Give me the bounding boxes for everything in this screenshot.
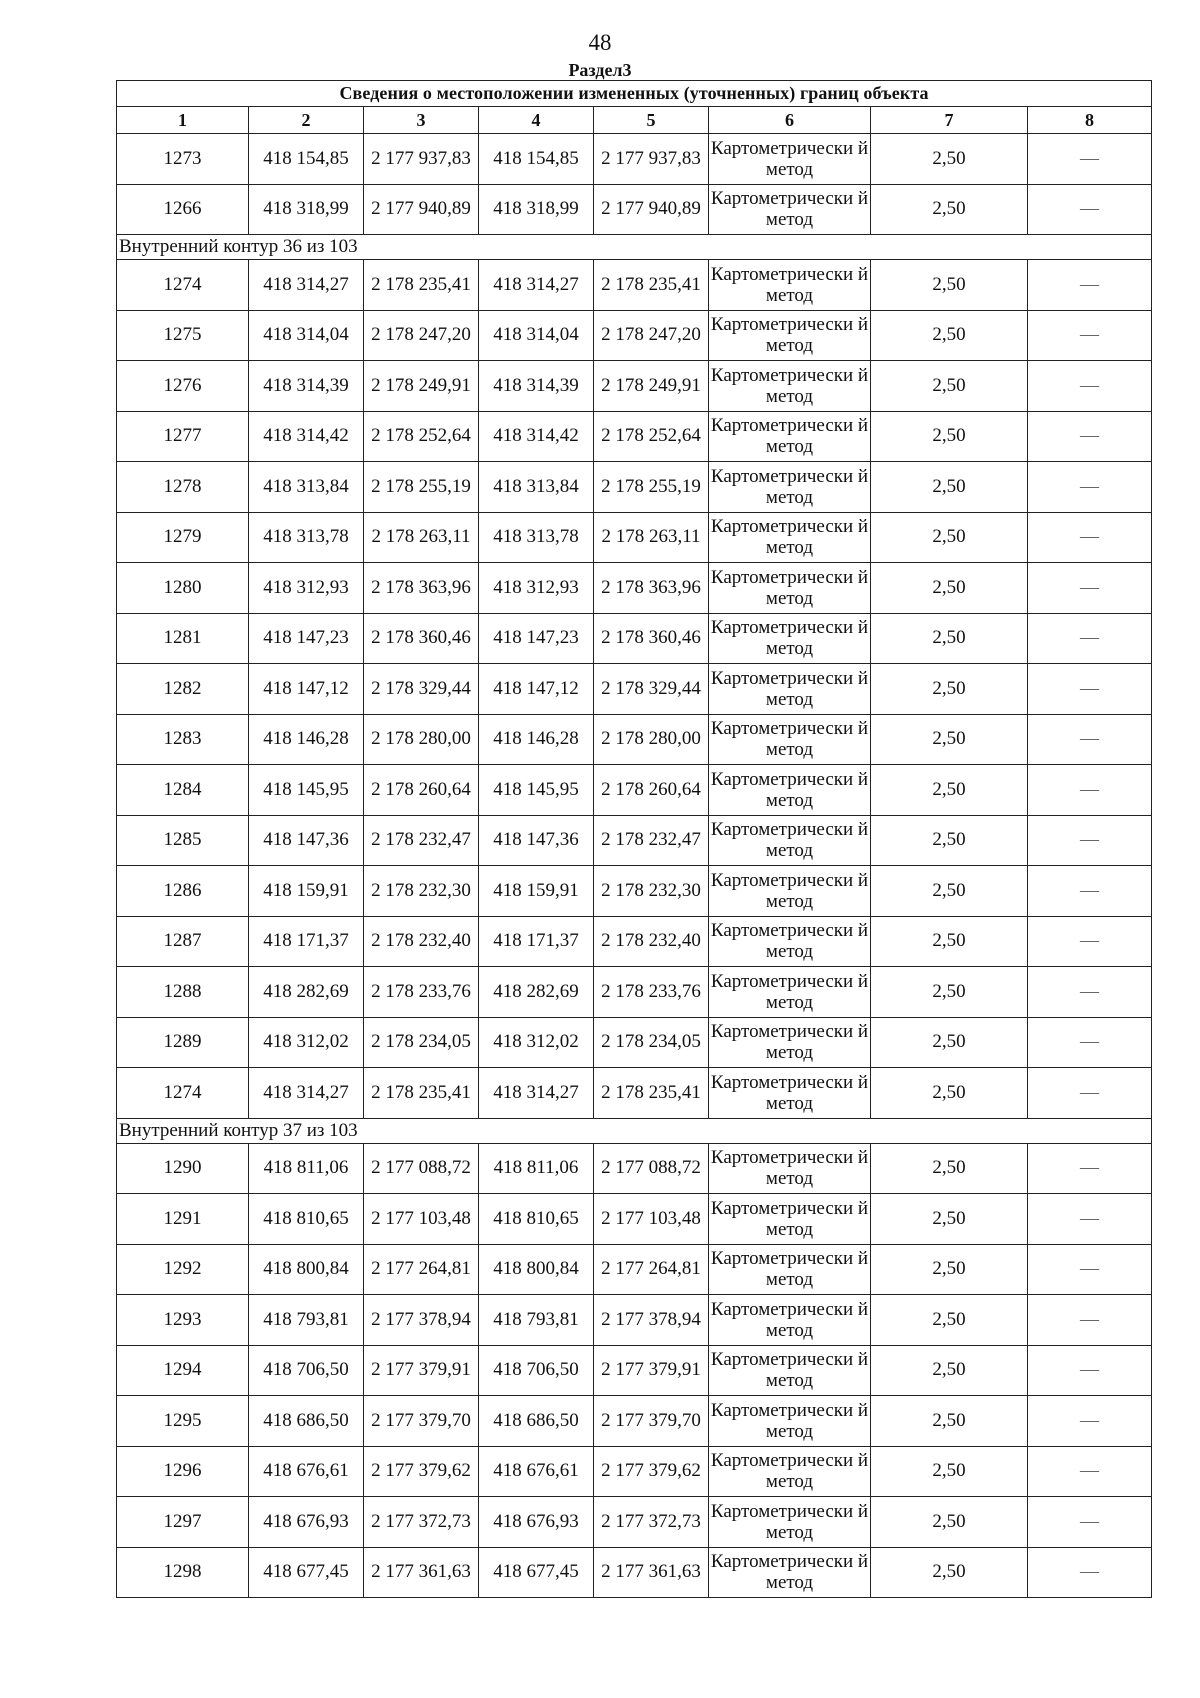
x-existing-cell: 418 314,39 [249, 361, 364, 412]
y-existing-cell: 2 178 255,19 [364, 462, 479, 513]
y-existing-cell: 2 178 360,46 [364, 613, 479, 664]
x-refined-cell: 418 318,99 [479, 184, 594, 235]
table-row [117, 1396, 1152, 1447]
x-refined-cell: 418 159,91 [479, 866, 594, 917]
description-cell: — [1028, 1295, 1152, 1346]
table-row [117, 866, 1152, 917]
x-existing-cell: 418 676,93 [249, 1497, 364, 1548]
point-number-cell: 1283 [117, 714, 249, 765]
description-cell: — [1028, 1068, 1152, 1119]
x-refined-cell: 418 313,78 [479, 512, 594, 563]
x-refined-cell: 418 314,39 [479, 361, 594, 412]
table-row [117, 714, 1152, 765]
method-cell: Картометрически й метод [709, 1446, 871, 1497]
method-cell: Картометрически й метод [709, 134, 871, 185]
x-refined-cell: 418 312,93 [479, 563, 594, 614]
accuracy-cell: 2,50 [871, 462, 1028, 513]
x-existing-cell: 418 676,61 [249, 1446, 364, 1497]
method-cell: Картометрически й метод [709, 462, 871, 513]
description-cell: — [1028, 1547, 1152, 1598]
table-row [117, 1194, 1152, 1245]
x-refined-cell: 418 147,12 [479, 664, 594, 715]
accuracy-cell: 2,50 [871, 184, 1028, 235]
y-refined-cell: 2 177 379,62 [594, 1446, 709, 1497]
method-cell: Картометрически й метод [709, 512, 871, 563]
method-cell: Картометрически й метод [709, 765, 871, 816]
x-existing-cell: 418 312,02 [249, 1017, 364, 1068]
column-number: 7 [871, 107, 1028, 134]
accuracy-cell: 2,50 [871, 563, 1028, 614]
contour-heading-row [117, 1118, 1152, 1143]
x-existing-cell: 418 314,42 [249, 411, 364, 462]
description-cell: — [1028, 1345, 1152, 1396]
table-row [117, 1497, 1152, 1548]
accuracy-cell: 2,50 [871, 866, 1028, 917]
y-refined-cell: 2 178 232,30 [594, 866, 709, 917]
accuracy-cell: 2,50 [871, 815, 1028, 866]
method-cell: Картометрически й метод [709, 613, 871, 664]
y-refined-cell: 2 178 233,76 [594, 967, 709, 1018]
y-refined-cell: 2 177 940,89 [594, 184, 709, 235]
description-cell: — [1028, 1497, 1152, 1548]
y-refined-cell: 2 177 378,94 [594, 1295, 709, 1346]
x-existing-cell: 418 706,50 [249, 1345, 364, 1396]
accuracy-cell: 2,50 [871, 134, 1028, 185]
table-row [117, 512, 1152, 563]
description-cell: — [1028, 1194, 1152, 1245]
table-row [117, 462, 1152, 513]
method-cell: Картометрически й метод [709, 411, 871, 462]
point-number-cell: 1273 [117, 134, 249, 185]
column-number: 2 [249, 107, 364, 134]
point-number-cell: 1289 [117, 1017, 249, 1068]
point-number-cell: 1276 [117, 361, 249, 412]
y-refined-cell: 2 177 372,73 [594, 1497, 709, 1548]
point-number-cell: 1274 [117, 1068, 249, 1119]
x-refined-cell: 418 706,50 [479, 1345, 594, 1396]
accuracy-cell: 2,50 [871, 260, 1028, 311]
x-existing-cell: 418 677,45 [249, 1547, 364, 1598]
x-refined-cell: 418 154,85 [479, 134, 594, 185]
y-existing-cell: 2 178 263,11 [364, 512, 479, 563]
table-row [117, 310, 1152, 361]
accuracy-cell: 2,50 [871, 1068, 1028, 1119]
x-existing-cell: 418 145,95 [249, 765, 364, 816]
y-existing-cell: 2 177 940,89 [364, 184, 479, 235]
x-existing-cell: 418 314,27 [249, 1068, 364, 1119]
table-row [117, 664, 1152, 715]
boundary-coordinates-table [116, 80, 1152, 1598]
y-refined-cell: 2 178 360,46 [594, 613, 709, 664]
accuracy-cell: 2,50 [871, 1547, 1028, 1598]
y-existing-cell: 2 177 264,81 [364, 1244, 479, 1295]
y-refined-cell: 2 177 379,70 [594, 1396, 709, 1447]
point-number-cell: 1266 [117, 184, 249, 235]
y-refined-cell: 2 178 235,41 [594, 1068, 709, 1119]
y-existing-cell: 2 178 232,30 [364, 866, 479, 917]
point-number-cell: 1274 [117, 260, 249, 311]
point-number-cell: 1279 [117, 512, 249, 563]
point-number-cell: 1278 [117, 462, 249, 513]
table-row [117, 1345, 1152, 1396]
y-existing-cell: 2 178 232,40 [364, 916, 479, 967]
contour-heading: Внутренний контур 37 из 103 [117, 1118, 1152, 1143]
point-number-cell: 1290 [117, 1143, 249, 1194]
point-number-cell: 1293 [117, 1295, 249, 1346]
accuracy-cell: 2,50 [871, 1143, 1028, 1194]
accuracy-cell: 2,50 [871, 1295, 1028, 1346]
y-existing-cell: 2 178 260,64 [364, 765, 479, 816]
table-row [117, 563, 1152, 614]
description-cell: — [1028, 1446, 1152, 1497]
accuracy-cell: 2,50 [871, 1244, 1028, 1295]
x-existing-cell: 418 147,12 [249, 664, 364, 715]
accuracy-cell: 2,50 [871, 310, 1028, 361]
x-existing-cell: 418 314,27 [249, 260, 364, 311]
x-existing-cell: 418 800,84 [249, 1244, 364, 1295]
table-body [117, 134, 1152, 1598]
table-row [117, 411, 1152, 462]
method-cell: Картометрически й метод [709, 1068, 871, 1119]
x-refined-cell: 418 146,28 [479, 714, 594, 765]
description-cell: — [1028, 411, 1152, 462]
y-existing-cell: 2 178 252,64 [364, 411, 479, 462]
point-number-cell: 1280 [117, 563, 249, 614]
x-existing-cell: 418 147,23 [249, 613, 364, 664]
contour-heading: Внутренний контур 36 из 103 [117, 235, 1152, 260]
y-existing-cell: 2 177 378,94 [364, 1295, 479, 1346]
table-row [117, 967, 1152, 1018]
table-title-row [117, 81, 1152, 107]
y-existing-cell: 2 177 379,70 [364, 1396, 479, 1447]
method-cell: Картометрически й метод [709, 1143, 871, 1194]
table-row [117, 134, 1152, 185]
table-row [117, 1017, 1152, 1068]
y-refined-cell: 2 177 264,81 [594, 1244, 709, 1295]
accuracy-cell: 2,50 [871, 613, 1028, 664]
x-existing-cell: 418 171,37 [249, 916, 364, 967]
y-refined-cell: 2 177 088,72 [594, 1143, 709, 1194]
y-existing-cell: 2 178 235,41 [364, 260, 479, 311]
method-cell: Картометрически й метод [709, 361, 871, 412]
method-cell: Картометрически й метод [709, 967, 871, 1018]
method-cell: Картометрически й метод [709, 1497, 871, 1548]
y-refined-cell: 2 178 363,96 [594, 563, 709, 614]
description-cell: — [1028, 260, 1152, 311]
method-cell: Картометрически й метод [709, 866, 871, 917]
x-refined-cell: 418 793,81 [479, 1295, 594, 1346]
description-cell: — [1028, 714, 1152, 765]
table-row [117, 916, 1152, 967]
y-existing-cell: 2 178 280,00 [364, 714, 479, 765]
y-existing-cell: 2 178 329,44 [364, 664, 479, 715]
method-cell: Картометрически й метод [709, 1244, 871, 1295]
method-cell: Картометрически й метод [709, 714, 871, 765]
table-row [117, 184, 1152, 235]
point-number-cell: 1292 [117, 1244, 249, 1295]
column-number: 1 [117, 107, 249, 134]
table-row [117, 1143, 1152, 1194]
table-title: Сведения о местоположении измененных (уточненных) границ объекта [117, 81, 1152, 107]
x-refined-cell: 418 811,06 [479, 1143, 594, 1194]
method-cell: Картометрически й метод [709, 1295, 871, 1346]
y-refined-cell: 2 178 234,05 [594, 1017, 709, 1068]
point-number-cell: 1286 [117, 866, 249, 917]
accuracy-cell: 2,50 [871, 1497, 1028, 1548]
method-cell: Картометрически й метод [709, 1547, 871, 1598]
y-refined-cell: 2 178 255,19 [594, 462, 709, 513]
page-number: 48 [588, 30, 612, 55]
x-refined-cell: 418 147,36 [479, 815, 594, 866]
x-existing-cell: 418 312,93 [249, 563, 364, 614]
x-refined-cell: 418 312,02 [479, 1017, 594, 1068]
y-existing-cell: 2 177 361,63 [364, 1547, 479, 1598]
description-cell: — [1028, 967, 1152, 1018]
accuracy-cell: 2,50 [871, 664, 1028, 715]
method-cell: Картометрически й метод [709, 664, 871, 715]
x-refined-cell: 418 676,61 [479, 1446, 594, 1497]
point-number-cell: 1296 [117, 1446, 249, 1497]
x-existing-cell: 418 159,91 [249, 866, 364, 917]
accuracy-cell: 2,50 [871, 1194, 1028, 1245]
point-number-cell: 1287 [117, 916, 249, 967]
description-cell: — [1028, 866, 1152, 917]
x-refined-cell: 418 314,27 [479, 260, 594, 311]
y-refined-cell: 2 178 232,47 [594, 815, 709, 866]
y-refined-cell: 2 178 260,64 [594, 765, 709, 816]
x-refined-cell: 418 676,93 [479, 1497, 594, 1548]
table-row [117, 613, 1152, 664]
table-row [117, 361, 1152, 412]
point-number-cell: 1281 [117, 613, 249, 664]
description-cell: — [1028, 134, 1152, 185]
description-cell: — [1028, 1396, 1152, 1447]
y-refined-cell: 2 178 252,64 [594, 411, 709, 462]
x-existing-cell: 418 810,65 [249, 1194, 364, 1245]
x-refined-cell: 418 314,27 [479, 1068, 594, 1119]
y-existing-cell: 2 177 372,73 [364, 1497, 479, 1548]
description-cell: — [1028, 310, 1152, 361]
y-refined-cell: 2 178 235,41 [594, 260, 709, 311]
y-existing-cell: 2 177 103,48 [364, 1194, 479, 1245]
accuracy-cell: 2,50 [871, 361, 1028, 412]
description-cell: — [1028, 1017, 1152, 1068]
point-number-cell: 1277 [117, 411, 249, 462]
x-refined-cell: 418 147,23 [479, 613, 594, 664]
y-refined-cell: 2 178 232,40 [594, 916, 709, 967]
x-refined-cell: 418 313,84 [479, 462, 594, 513]
y-refined-cell: 2 177 103,48 [594, 1194, 709, 1245]
y-refined-cell: 2 177 379,91 [594, 1345, 709, 1396]
x-refined-cell: 418 314,04 [479, 310, 594, 361]
x-refined-cell: 418 800,84 [479, 1244, 594, 1295]
accuracy-cell: 2,50 [871, 1345, 1028, 1396]
y-existing-cell: 2 178 249,91 [364, 361, 479, 412]
table-row [117, 260, 1152, 311]
x-existing-cell: 418 793,81 [249, 1295, 364, 1346]
accuracy-cell: 2,50 [871, 765, 1028, 816]
section-label: Раздел3 [568, 60, 632, 80]
table-row [117, 1295, 1152, 1346]
x-existing-cell: 418 313,78 [249, 512, 364, 563]
description-cell: — [1028, 916, 1152, 967]
method-cell: Картометрически й метод [709, 1345, 871, 1396]
x-refined-cell: 418 686,50 [479, 1396, 594, 1447]
point-number-cell: 1284 [117, 765, 249, 816]
x-refined-cell: 418 810,65 [479, 1194, 594, 1245]
point-number-cell: 1291 [117, 1194, 249, 1245]
contour-heading-row [117, 235, 1152, 260]
y-refined-cell: 2 178 329,44 [594, 664, 709, 715]
y-refined-cell: 2 178 249,91 [594, 361, 709, 412]
method-cell: Картометрически й метод [709, 310, 871, 361]
column-number: 6 [709, 107, 871, 134]
method-cell: Картометрически й метод [709, 1194, 871, 1245]
y-existing-cell: 2 177 088,72 [364, 1143, 479, 1194]
column-number: 3 [364, 107, 479, 134]
table-row [117, 815, 1152, 866]
method-cell: Картометрически й метод [709, 916, 871, 967]
method-cell: Картометрически й метод [709, 184, 871, 235]
accuracy-cell: 2,50 [871, 1446, 1028, 1497]
table-row [117, 765, 1152, 816]
y-existing-cell: 2 177 937,83 [364, 134, 479, 185]
x-refined-cell: 418 677,45 [479, 1547, 594, 1598]
description-cell: — [1028, 462, 1152, 513]
point-number-cell: 1288 [117, 967, 249, 1018]
description-cell: — [1028, 563, 1152, 614]
point-number-cell: 1297 [117, 1497, 249, 1548]
accuracy-cell: 2,50 [871, 1017, 1028, 1068]
accuracy-cell: 2,50 [871, 967, 1028, 1018]
accuracy-cell: 2,50 [871, 916, 1028, 967]
y-refined-cell: 2 178 280,00 [594, 714, 709, 765]
x-existing-cell: 418 686,50 [249, 1396, 364, 1447]
description-cell: — [1028, 1143, 1152, 1194]
column-number-row [117, 107, 1152, 134]
description-cell: — [1028, 765, 1152, 816]
point-number-cell: 1295 [117, 1396, 249, 1447]
table-row [117, 1446, 1152, 1497]
description-cell: — [1028, 613, 1152, 664]
y-refined-cell: 2 178 263,11 [594, 512, 709, 563]
method-cell: Картометрически й метод [709, 1396, 871, 1447]
point-number-cell: 1298 [117, 1547, 249, 1598]
point-number-cell: 1282 [117, 664, 249, 715]
method-cell: Картометрически й метод [709, 1017, 871, 1068]
description-cell: — [1028, 1244, 1152, 1295]
point-number-cell: 1294 [117, 1345, 249, 1396]
column-number: 8 [1028, 107, 1152, 134]
y-existing-cell: 2 177 379,91 [364, 1345, 479, 1396]
x-existing-cell: 418 147,36 [249, 815, 364, 866]
x-refined-cell: 418 171,37 [479, 916, 594, 967]
y-existing-cell: 2 178 233,76 [364, 967, 479, 1018]
x-existing-cell: 418 282,69 [249, 967, 364, 1018]
method-cell: Картометрически й метод [709, 260, 871, 311]
accuracy-cell: 2,50 [871, 411, 1028, 462]
point-number-cell: 1285 [117, 815, 249, 866]
y-existing-cell: 2 178 234,05 [364, 1017, 479, 1068]
table-row [117, 1547, 1152, 1598]
accuracy-cell: 2,50 [871, 714, 1028, 765]
x-existing-cell: 418 146,28 [249, 714, 364, 765]
x-existing-cell: 418 314,04 [249, 310, 364, 361]
point-number-cell: 1275 [117, 310, 249, 361]
description-cell: — [1028, 184, 1152, 235]
accuracy-cell: 2,50 [871, 1396, 1028, 1447]
y-refined-cell: 2 177 937,83 [594, 134, 709, 185]
y-existing-cell: 2 178 363,96 [364, 563, 479, 614]
description-cell: — [1028, 664, 1152, 715]
description-cell: — [1028, 512, 1152, 563]
description-cell: — [1028, 815, 1152, 866]
description-cell: — [1028, 361, 1152, 412]
column-number: 5 [594, 107, 709, 134]
table-row [117, 1068, 1152, 1119]
x-refined-cell: 418 282,69 [479, 967, 594, 1018]
y-existing-cell: 2 178 232,47 [364, 815, 479, 866]
y-existing-cell: 2 178 235,41 [364, 1068, 479, 1119]
y-refined-cell: 2 177 361,63 [594, 1547, 709, 1598]
x-existing-cell: 418 811,06 [249, 1143, 364, 1194]
method-cell: Картометрически й метод [709, 815, 871, 866]
x-existing-cell: 418 313,84 [249, 462, 364, 513]
y-existing-cell: 2 178 247,20 [364, 310, 479, 361]
method-cell: Картометрически й метод [709, 563, 871, 614]
x-existing-cell: 418 154,85 [249, 134, 364, 185]
y-existing-cell: 2 177 379,62 [364, 1446, 479, 1497]
y-refined-cell: 2 178 247,20 [594, 310, 709, 361]
x-existing-cell: 418 318,99 [249, 184, 364, 235]
x-refined-cell: 418 314,42 [479, 411, 594, 462]
accuracy-cell: 2,50 [871, 512, 1028, 563]
x-refined-cell: 418 145,95 [479, 765, 594, 816]
table-row [117, 1244, 1152, 1295]
column-number: 4 [479, 107, 594, 134]
